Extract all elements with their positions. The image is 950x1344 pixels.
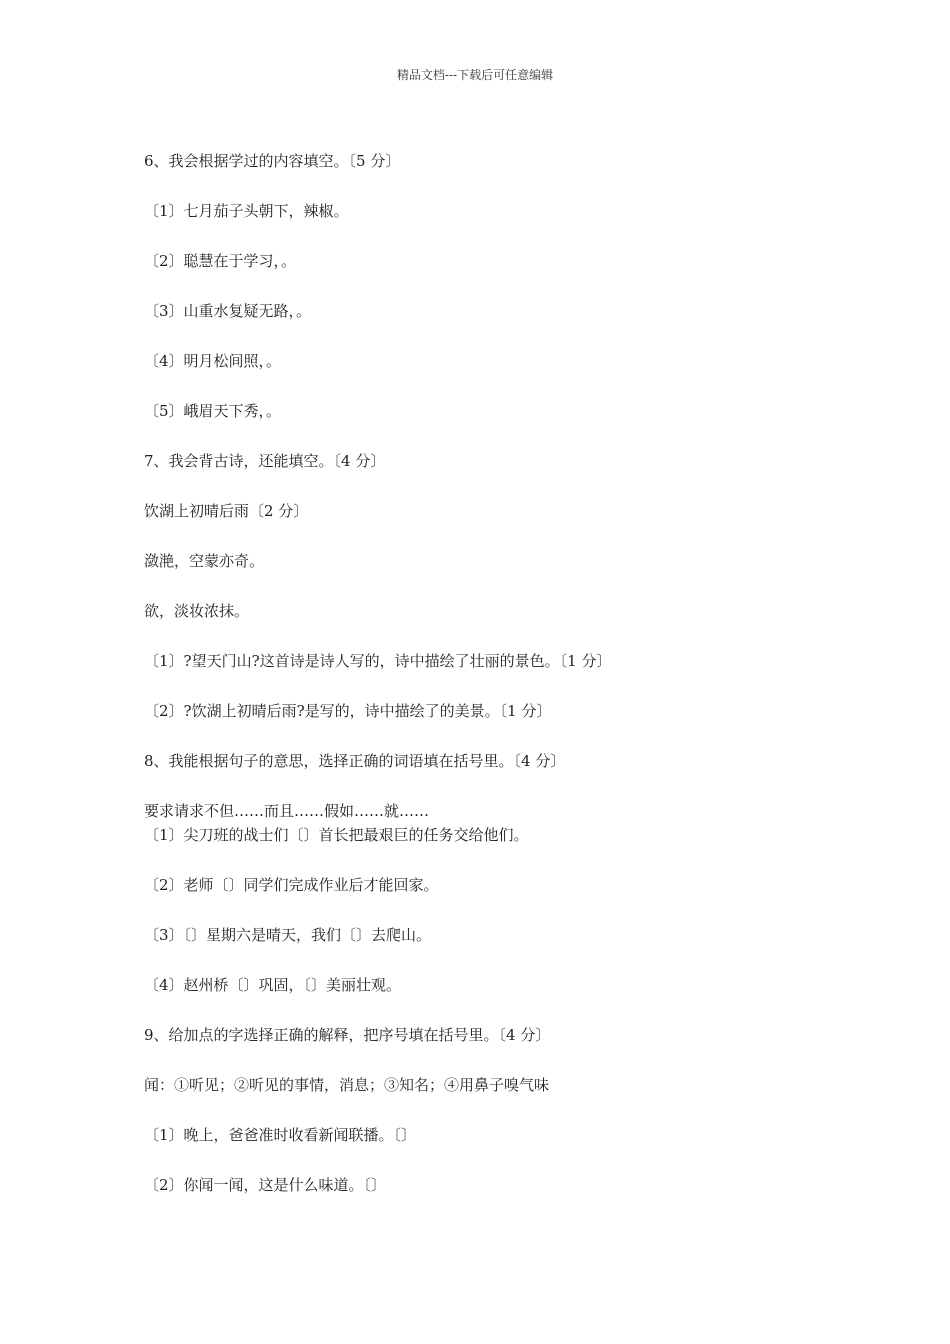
poem-line-2: 欲，淡妆浓抹。 (144, 602, 250, 620)
question-6-item-3: 〔3〕山重水复疑无路，。 (144, 302, 312, 320)
question-6-item-5: 〔5〕峨眉天下秀，。 (144, 402, 282, 420)
page-header: 精品文档---下载后可任意编辑 (396, 68, 554, 82)
poem-line-1: 潋滟，空蒙亦奇。 (144, 552, 265, 570)
document-body (144, 150, 864, 1196)
definition-list: 闻：①听见；②听见的事情，消息；③知名；④用鼻子嗅气味 (144, 1076, 550, 1094)
question-6-item-4: 〔4〕明月松间照，。 (144, 352, 282, 370)
question-7-item-1: 〔1〕?望天门山?这首诗是诗人写的，诗中描绘了壮丽的景色。〔1 分〕 (144, 652, 612, 670)
question-9-item-1: 〔1〕晚上，爸爸准时收看新闻联播。〔〕 (144, 1126, 417, 1144)
poem-title: 饮湖上初晴后雨〔2 分〕 (144, 502, 309, 520)
question-6-item-1: 〔1〕七月茄子头朝下，辣椒。 (144, 202, 349, 220)
question-6-item-2: 〔2〕聪慧在于学习，。 (144, 252, 297, 270)
word-choices: 要求请求不但……而且……假如……就…… (144, 802, 430, 820)
question-9-heading: 9、给加点的字选择正确的解释，把序号填在括号里。〔4 分〕 (144, 1026, 551, 1044)
question-7-item-2: 〔2〕?饮湖上初晴后雨?是写的，诗中描绘了的美景。〔1 分〕 (144, 702, 552, 720)
question-7-heading: 7、我会背古诗，还能填空。〔4 分〕 (144, 452, 386, 470)
question-8-heading: 8、我能根据句子的意思，选择正确的词语填在括号里。〔4 分〕 (144, 752, 566, 770)
question-9-item-2: 〔2〕你闻一闻，这是什么味道。〔〕 (144, 1176, 387, 1194)
question-8-item-2: 〔2〕老师〔〕同学们完成作业后才能回家。 (144, 876, 439, 894)
question-8-item-1: 〔1〕尖刀班的战士们〔〕首长把最艰巨的任务交给他们。 (144, 826, 529, 844)
question-8-item-4: 〔4〕赵州桥〔〕巩固，〔〕美丽壮观。 (144, 976, 402, 994)
question-8-item-3: 〔3〕〔〕星期六是晴天，我们〔〕去爬山。 (144, 926, 432, 944)
question-6-heading: 6、我会根据学过的内容填空。〔5 分〕 (144, 152, 401, 170)
